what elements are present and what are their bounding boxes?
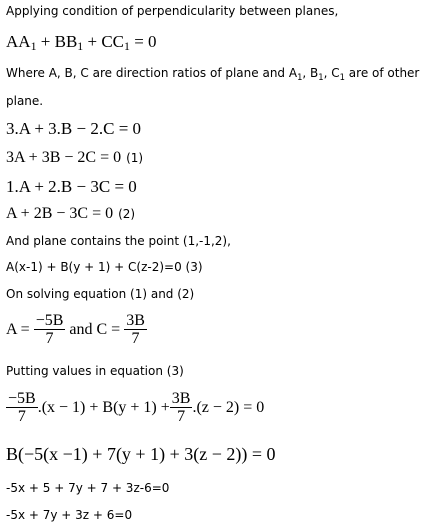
solution-and-c: and C = [69, 320, 121, 338]
perp-sub-2: 1 [77, 39, 84, 53]
dr-mid-1: , B [302, 66, 319, 80]
dr-pre: Where A, B, C are direction ratios of plane and A [6, 66, 298, 80]
fraction-a-numerator: −5B [35, 312, 64, 329]
equation-1-tag: (1) [126, 151, 144, 165]
perp-term-a: AA [6, 32, 31, 51]
putting-text: Putting values in equation (3) [6, 364, 184, 378]
direction-ratios-text [6, 66, 419, 80]
fraction-subst-a-denominator: 7 [17, 408, 26, 425]
fraction-c-numerator: 3B [126, 312, 145, 329]
perp-term-c: + CC [83, 32, 124, 51]
perp-equals: = 0 [129, 32, 157, 51]
fraction-subst-a-numerator: −5B [8, 390, 36, 407]
solution-line [6, 313, 147, 346]
dr-sub-1: 1 [297, 72, 303, 82]
substitution-middle: .(x − 1) + B(y + 1) + [37, 398, 170, 416]
equation-2-body: A + 2B − 3C = 0 [6, 205, 114, 222]
plane-word: plane. [6, 94, 44, 108]
fraction-c [124, 313, 147, 346]
substitution-end: .(z − 2) = 0 [192, 398, 265, 416]
dr-mid-2: , C [323, 66, 340, 80]
fraction-subst-a [6, 391, 38, 424]
fraction-subst-c [170, 391, 193, 424]
perpendicularity-equation [6, 32, 157, 52]
dr-post: are of other [344, 66, 420, 80]
point-text: And plane contains the point (1,-1,2), [6, 234, 231, 248]
equation-2 [6, 205, 135, 223]
equation-2-dotted: 1.A + 2.B − 3C = 0 [6, 177, 137, 196]
fraction-a [34, 313, 66, 346]
equation-2-tag: (2) [118, 207, 136, 221]
perp-sub-1: 1 [30, 39, 37, 53]
perp-sub-3: 1 [124, 39, 130, 53]
equation-1-dotted: 3.A + 3.B − 2.C = 0 [6, 119, 142, 138]
equation-3-text: A(x-1) + B(y + 1) + C(z-2)=0 (3) [6, 260, 203, 274]
fraction-subst-c-denominator: 7 [177, 408, 186, 425]
intro-text: Applying condition of perpendicularity between planes, [6, 4, 339, 18]
expanded-equation: -5x + 5 + 7y + 7 + 3z-6=0 [6, 481, 170, 495]
factored-equation: B(−5(x −1) + 7(y + 1) + 3(z − 2)) = 0 [6, 444, 276, 464]
substitution-line [6, 391, 264, 424]
solution-a-lhs: A = [6, 320, 30, 338]
dr-sub-2: 1 [318, 72, 324, 82]
equation-1-body: 3A + 3B − 2C = 0 [6, 149, 122, 166]
fraction-subst-c-numerator: 3B [171, 390, 191, 407]
equation-1 [6, 149, 143, 167]
final-equation: -5x + 7y + 3z + 6=0 [6, 508, 133, 522]
fraction-c-denominator: 7 [131, 330, 140, 347]
dr-sub-3: 1 [339, 72, 345, 82]
fraction-a-denominator: 7 [45, 330, 54, 347]
perp-term-b: + BB [36, 32, 78, 51]
solving-text: On solving equation (1) and (2) [6, 287, 195, 301]
